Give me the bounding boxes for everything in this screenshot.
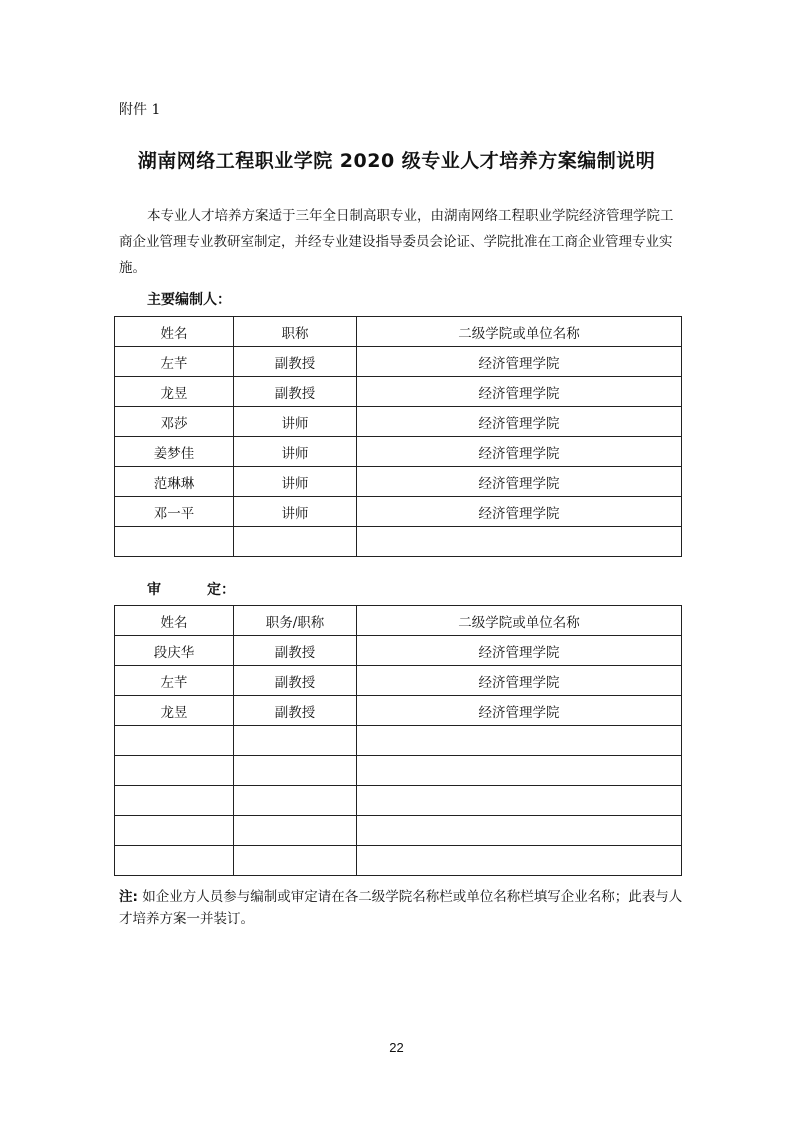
cell-college: 经济管理学院 [357,696,682,726]
authors-table [114,316,682,557]
cell-title: 讲师 [234,467,357,497]
cell-name [115,527,234,557]
table-row-empty [115,786,682,816]
intro-paragraph: 本专业人才培养方案适于三年全日制高职专业，由湖南网络工程职业学院经济管理学院工商企业管理专业教研室制定，并经专业建设指导委员会论证、学院批准在工商企业管理专业实施。 [119,208,674,276]
cell-college [357,786,682,816]
header-name: 姓名 [115,606,234,636]
cell-name: 段庆华 [115,636,234,666]
cell-position [234,726,357,756]
annex-label: 附件 1 [119,102,161,118]
cell-name [115,756,234,786]
review-table [114,605,682,876]
cell-title: 讲师 [234,497,357,527]
footnote [119,886,685,930]
cell-college: 经济管理学院 [357,636,682,666]
cell-college: 经济管理学院 [357,467,682,497]
cell-name: 邓一平 [115,497,234,527]
footnote-prefix: 注: [119,889,138,905]
table-row-empty [115,756,682,786]
table-header-row [115,317,682,347]
cell-name [115,846,234,876]
cell-college: 经济管理学院 [357,377,682,407]
cell-name [115,726,234,756]
review-label-right: 定： [207,582,235,598]
cell-title [234,527,357,557]
header-name: 姓名 [115,317,234,347]
cell-college [357,846,682,876]
table-row [115,347,682,377]
cell-college [357,816,682,846]
cell-college: 经济管理学院 [357,497,682,527]
cell-college [357,756,682,786]
header-college: 二级学院或单位名称 [357,606,682,636]
table-row [115,377,682,407]
page-number: 22 [389,1040,404,1055]
table-row [115,437,682,467]
cell-name [115,816,234,846]
cell-name: 左芊 [115,666,234,696]
cell-position [234,786,357,816]
table-row [115,497,682,527]
table-row-empty [115,816,682,846]
header-college: 二级学院或单位名称 [357,317,682,347]
cell-college: 经济管理学院 [357,347,682,377]
table-row [115,467,682,497]
table-row [115,636,682,666]
cell-position: 副教授 [234,696,357,726]
table-row [115,696,682,726]
header-position: 职务/职称 [234,606,357,636]
cell-college: 经济管理学院 [357,666,682,696]
cell-name: 龙昱 [115,377,234,407]
table-row-empty [115,527,682,557]
cell-position [234,816,357,846]
cell-position: 副教授 [234,636,357,666]
cell-title: 副教授 [234,347,357,377]
table-row-empty [115,726,682,756]
cell-college [357,726,682,756]
cell-position [234,846,357,876]
cell-college [357,527,682,557]
cell-title: 副教授 [234,377,357,407]
cell-title: 讲师 [234,437,357,467]
table-row [115,407,682,437]
cell-college: 经济管理学院 [357,407,682,437]
cell-name [115,786,234,816]
cell-position: 副教授 [234,666,357,696]
cell-title: 讲师 [234,407,357,437]
cell-name: 邓莎 [115,407,234,437]
cell-position [234,756,357,786]
table-row [115,666,682,696]
cell-name: 左芊 [115,347,234,377]
review-section-label [147,579,235,599]
cell-name: 龙昱 [115,696,234,726]
table-row-empty [115,846,682,876]
review-label-left: 审 [147,582,161,598]
cell-college: 经济管理学院 [357,437,682,467]
cell-name: 姜梦佳 [115,437,234,467]
header-title: 职称 [234,317,357,347]
cell-name: 范琳琳 [115,467,234,497]
footnote-text: 如企业方人员参与编制或审定请在各二级学院名称栏或单位名称栏填写企业名称；此表与人才培养方案一并装订。 [119,889,683,927]
table-header-row [115,606,682,636]
authors-section-label: 主要编制人： [147,292,231,308]
document-title: 湖南网络工程职业学院 2020 级专业人才培养方案编制说明 [137,150,656,172]
